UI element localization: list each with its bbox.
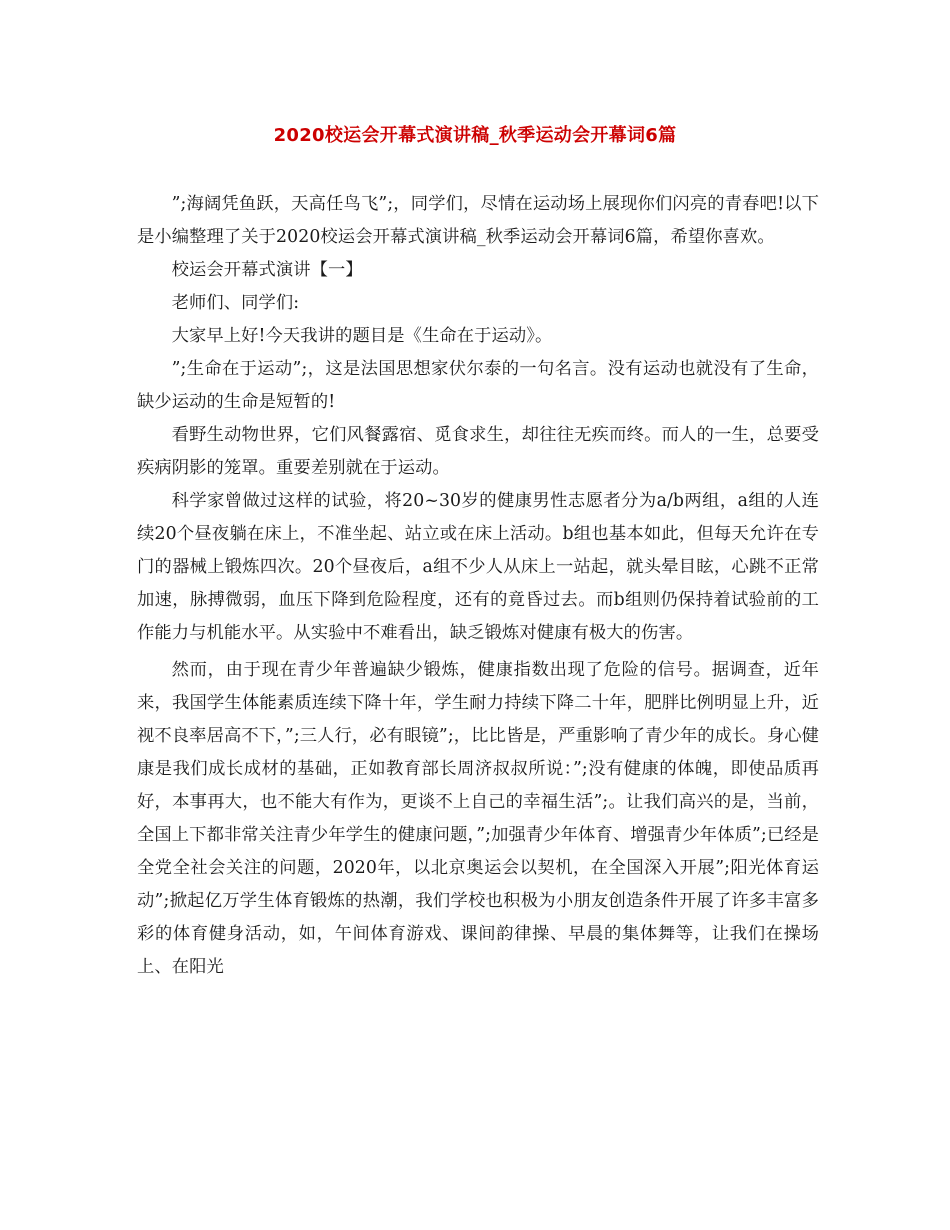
paragraph-wildlife: 看野生动物世界，它们风餐露宿、觅食求生，却往往无疾而终。而人的一生，总要受疾病阴影的笼罩。重要差别就在于运动。	[137, 425, 819, 478]
paragraph-health: 然而，由于现在青少年普遍缺少锻炼，健康指数出现了危险的信号。据调查，近年来，我国学生体能素质连续下降十年，学生耐力持续下降二十年，肥胖比例明显上升，近视不良率居高不下，”;三人行，必有眼镜”;，比比皆是，严重影响了青少年的成长。身心健康是我们成长成材的基础，正如教育部长周济叔叔所说：”;没有健康的体魄，即使品质再好，本事再大，也不能大有作为，更谈不上自己的幸福生活”;。让我们高兴的是，当前，全国上下都非常关注青少年学生的健康问题，”;加强青少年体育、增强青少年体质”;已经是全党全社会关注的问题，2020年，以北京奥运会以契机，在全国深入开展”;阳光体育运动”;掀起亿万学生体育锻炼的热潮，我们学校也积极为小朋友创造条件开展了许多丰富多彩的体育健身活动，如，午间体育游戏、课间韵律操、早晨的集体舞等，让我们在操场上、在阳光	[137, 660, 819, 977]
paragraph-quote: ”;生命在于运动”;，这是法国思想家伏尔泰的一句名言。没有运动也就没有了生命，缺少运动的生命是短暂的!	[137, 359, 819, 412]
section-heading: 校运会开幕式演讲【一】	[171, 260, 363, 280]
document-body	[137, 188, 819, 984]
document-title: 2020校运会开幕式演讲稿_秋季运动会开幕词6篇	[273, 125, 677, 146]
paragraph-intro: ”;海阔凭鱼跃，天高任鸟飞”;，同学们，尽情在运动场上展现你们闪亮的青春吧!以下是小编整理了关于2020校运会开幕式演讲稿_秋季运动会开幕词6篇，希望你喜欢。	[137, 194, 819, 247]
paragraph-greeting: 大家早上好!今天我讲的题目是《生命在于运动》。	[171, 326, 553, 346]
paragraph-experiment: 科学家曾做过这样的试验，将20~30岁的健康男性志愿者分为a/b两组，a组的人连续20个昼夜躺在床上，不准坐起、站立或在床上活动。b组也基本如此，但每天允许在专门的器械上锻炼四次。20个昼夜后，a组不少人从床上一站起，就头晕目眩，心跳不正常加速，脉搏微弱，血压下降到危险程度，还有的竟昏过去。而b组则仍保持着试验前的工作能力与机能水平。从实验中不难看出，缺乏锻炼对健康有极大的伤害。	[137, 491, 819, 643]
paragraph-salutation: 老师们、同学们:	[171, 293, 300, 313]
